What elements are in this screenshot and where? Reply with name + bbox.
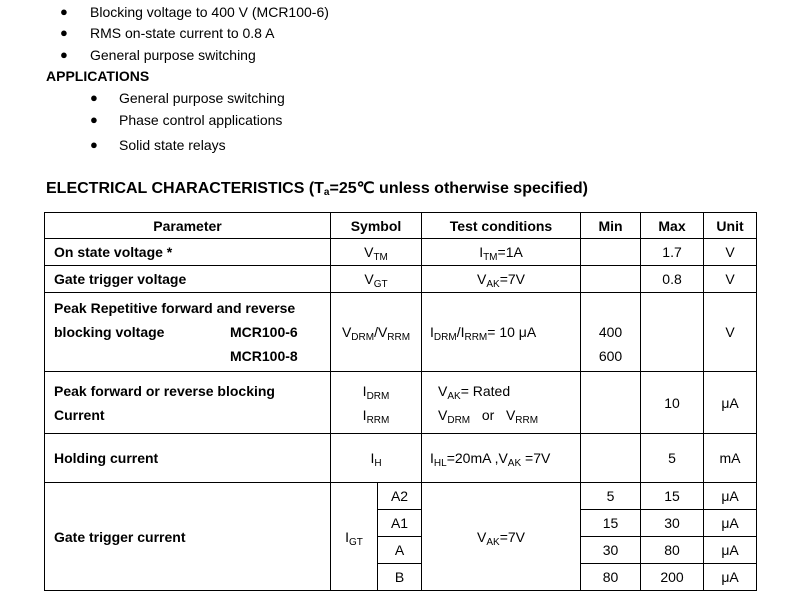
applications-heading: APPLICATIONS xyxy=(46,68,150,84)
test-cell: $I_{DRM}/I_{RRM}= 10$ μA xyxy=(422,293,581,372)
unit-cell: μA xyxy=(704,564,757,591)
section-title: ELECTRICAL CHARACTERISTICS ($T_a=25℃$ unless otherwise specified) xyxy=(46,180,588,198)
param-cell: Holding current xyxy=(45,434,331,483)
electrical-characteristics-table xyxy=(44,212,757,591)
table-row xyxy=(45,239,757,266)
min-cell: 5 xyxy=(581,483,641,510)
header-max: Max xyxy=(641,213,704,239)
max-cell xyxy=(641,293,704,372)
bullet-icon: ● xyxy=(60,4,68,19)
application-text: General purpose switching xyxy=(119,90,285,106)
table-row xyxy=(45,372,757,434)
min-cell: 30 xyxy=(581,537,641,564)
max-cell: 10 xyxy=(641,372,704,434)
header-symbol: Symbol xyxy=(331,213,422,239)
symbol-cell: $I_{DRM}$ $I_{RRM}$ xyxy=(331,372,422,434)
test-cell: $V_{AK}=7V$ xyxy=(422,483,581,591)
param-cell: Gate trigger voltage xyxy=(45,266,331,293)
max-cell: 15 xyxy=(641,483,704,510)
unit-cell: V xyxy=(704,239,757,266)
min-cell: 80 xyxy=(581,564,641,591)
param-cell: On state voltage * xyxy=(45,239,331,266)
min-cell xyxy=(581,372,641,434)
quadrant-cell: A1 xyxy=(378,510,422,537)
symbol-cell: $I_{GT}$ xyxy=(331,483,378,591)
header-parameter: Parameter xyxy=(45,213,331,239)
application-text: Phase control applications xyxy=(119,112,283,128)
unit-cell: V xyxy=(704,266,757,293)
max-cell: 80 xyxy=(641,537,704,564)
symbol-cell: $V_{DRM}/V_{RRM}$ xyxy=(331,293,422,372)
min-cell xyxy=(581,266,641,293)
bullet-icon: ● xyxy=(90,137,98,152)
min-cell: 400 600 xyxy=(581,293,641,372)
quadrant-cell: A2 xyxy=(378,483,422,510)
table-row xyxy=(45,434,757,483)
feature-text: Blocking voltage to 400 V (MCR100-6) xyxy=(90,4,329,20)
unit-cell: V xyxy=(704,293,757,372)
max-cell: 30 xyxy=(641,510,704,537)
test-cell: $V_{AK}=7V$ xyxy=(422,266,581,293)
header-unit: Unit xyxy=(704,213,757,239)
param-cell: Peak Repetitive forward and reverse blocking voltage MCR100-6 MCR100-8 xyxy=(45,293,331,372)
bullet-icon: ● xyxy=(60,25,68,40)
unit-cell: μA xyxy=(704,483,757,510)
feature-text: General purpose switching xyxy=(90,47,256,63)
max-cell: 5 xyxy=(641,434,704,483)
header-test-conditions: Test conditions xyxy=(422,213,581,239)
unit-cell: μA xyxy=(704,537,757,564)
table-header-row xyxy=(45,213,757,239)
unit-cell: μA xyxy=(704,510,757,537)
param-cell: Peak forward or reverse blocking Current xyxy=(45,372,331,434)
bullet-icon: ● xyxy=(90,112,98,127)
bullet-icon: ● xyxy=(60,47,68,62)
unit-cell: mA xyxy=(704,434,757,483)
symbol-cell: $V_{GT}$ xyxy=(331,266,422,293)
application-text: Solid state relays xyxy=(119,137,226,153)
max-cell: 200 xyxy=(641,564,704,591)
test-cell: $I_{HL}=20mA$ $,V_{AK} =7V$ xyxy=(422,434,581,483)
quadrant-cell: B xyxy=(378,564,422,591)
feature-text: RMS on-state current to 0.8 A xyxy=(90,25,275,41)
symbol-cell: $V_{TM}$ xyxy=(331,239,422,266)
min-cell: 15 xyxy=(581,510,641,537)
max-cell: 1.7 xyxy=(641,239,704,266)
symbol-cell: $I_H$ xyxy=(331,434,422,483)
min-cell xyxy=(581,239,641,266)
min-cell xyxy=(581,434,641,483)
table-row xyxy=(45,483,757,510)
unit-cell: μA xyxy=(704,372,757,434)
quadrant-cell: A xyxy=(378,537,422,564)
table-row xyxy=(45,293,757,372)
bullet-icon: ● xyxy=(90,90,98,105)
table-row xyxy=(45,266,757,293)
max-cell: 0.8 xyxy=(641,266,704,293)
param-cell: Gate trigger current xyxy=(45,483,331,591)
test-cell: $V_{AK}=$ Rated $V_{DRM}$ or $V_{RRM}$ xyxy=(422,372,581,434)
header-min: Min xyxy=(581,213,641,239)
test-cell: $I_{TM}=1A$ xyxy=(422,239,581,266)
